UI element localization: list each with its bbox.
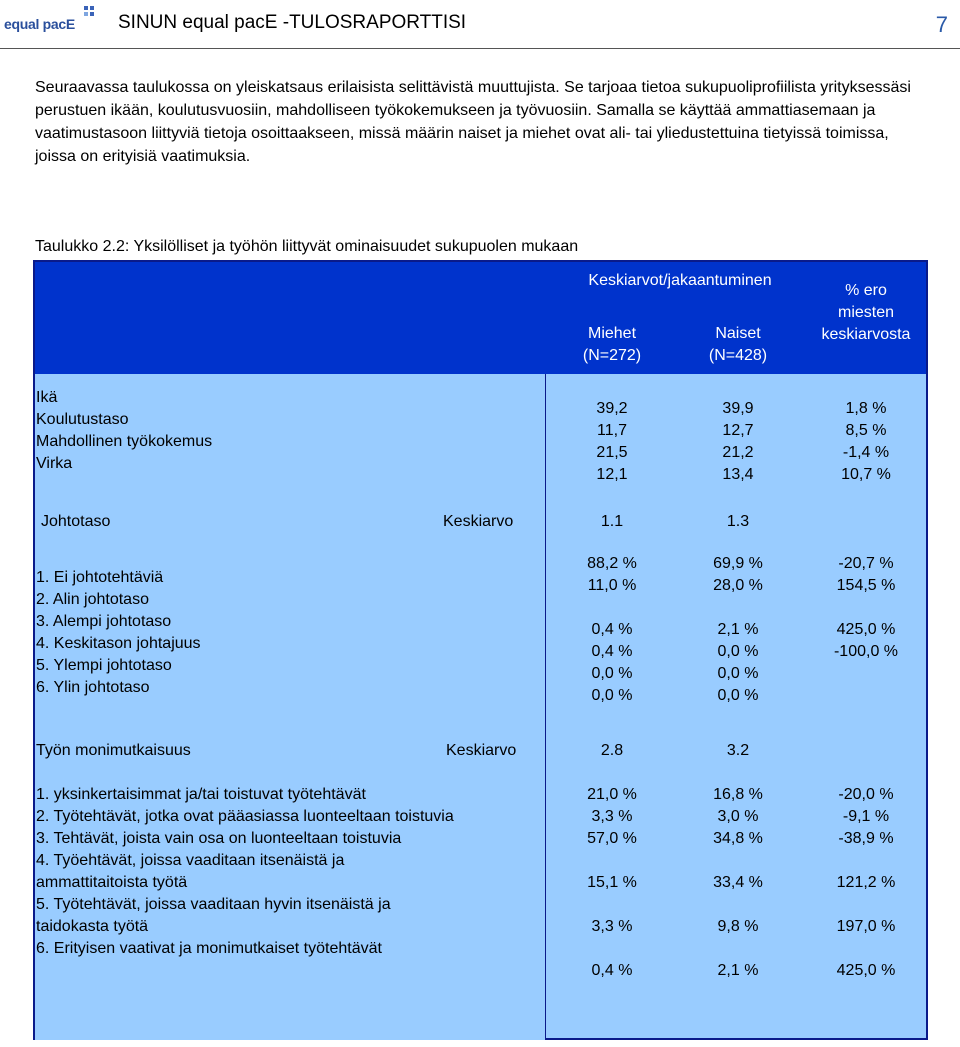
value-cell: -9,1 % — [842, 808, 890, 825]
value-cell — [557, 597, 667, 619]
value-cell: 12,7 — [722, 422, 754, 439]
complexity-diff-values — [811, 784, 921, 982]
complexity-mean-men: 2.8 — [600, 742, 624, 759]
value-cell: 10,7 % — [841, 466, 891, 483]
value-cell: -1,4 % — [842, 444, 890, 461]
list-item: 6. Ylin johtotaso — [36, 679, 150, 696]
value-cell: -100,0 % — [833, 643, 899, 660]
header-divider — [0, 48, 960, 49]
value-cell: 9,8 % — [717, 918, 759, 935]
complexity-title: Työn monimutkaisuus — [36, 742, 191, 759]
value-cell: 21,5 — [596, 444, 628, 461]
value-cell: 33,4 % — [713, 874, 763, 891]
value-cell: 197,0 % — [836, 918, 896, 935]
management-mean-label: Keskiarvo — [443, 513, 514, 530]
value-cell — [557, 938, 667, 960]
value-cell: 425,0 % — [836, 621, 896, 638]
list-item: 1. Ei johtotehtäviä — [36, 569, 164, 586]
value-cell: 121,2 % — [836, 874, 896, 891]
list-item: 2. Alin johtotaso — [36, 591, 149, 608]
list-item: 5. Ylempi johtotaso — [36, 657, 172, 674]
value-cell: 39,9 — [722, 400, 754, 417]
value-cell: 39,2 — [596, 400, 628, 417]
header-diff-line1: % ero — [845, 282, 887, 299]
value-cell: 12,1 — [596, 466, 628, 483]
value-cell: 3,3 % — [591, 918, 633, 935]
management-labels — [36, 567, 201, 699]
header-men-count: (N=272) — [582, 347, 642, 364]
management-title: Johtotaso — [41, 513, 111, 530]
report-title: SINUN equal pacE -TULOSRAPORTTISI — [118, 12, 467, 33]
value-cell: 3,3 % — [591, 808, 633, 825]
complexity-women-values — [683, 784, 793, 982]
equal-pace-logo — [4, 5, 96, 39]
value-cell: 0,4 % — [591, 621, 633, 638]
value-cell: 11,0 % — [587, 577, 637, 594]
personal-diff-values — [811, 398, 921, 486]
header-group-label: Keskiarvot/jakaantuminen — [588, 272, 772, 289]
value-cell: 15,1 % — [587, 874, 637, 891]
label-tenure: Virka — [36, 455, 73, 472]
value-cell: 21,2 — [722, 444, 754, 461]
list-item: 1. yksinkertaisimmat ja/tai toistuvat työtehtävät — [36, 786, 366, 803]
complexity-mean-women: 3.2 — [726, 742, 750, 759]
value-cell: 1,8 % — [845, 400, 887, 417]
list-item: 2. Työtehtävät, jotka ovat pääasiassa luonteeltaan toistuvia — [36, 808, 454, 825]
complexity-labels — [36, 784, 454, 960]
page-number: 7 — [935, 12, 948, 37]
header-diff-line3: keskiarvosta — [821, 326, 911, 343]
value-cell: 0,0 % — [717, 643, 759, 660]
value-cell: 3,0 % — [717, 808, 759, 825]
table-caption: Taulukko 2.2: Yksilölliset ja työhön liittyvät ominaisuudet sukupuolen mukaan — [35, 238, 579, 255]
value-cell: 21,0 % — [587, 786, 637, 803]
value-cell — [811, 850, 921, 872]
management-men-values — [557, 553, 667, 707]
complexity-mean-label: Keskiarvo — [446, 742, 517, 759]
personal-women-values — [683, 398, 793, 486]
intro-paragraph: Seuraavassa taulukossa on yleiskatsaus erilaisista selittävistä muuttujista. Se tarjoaa tietoa sukupuoliprofiilista yrityksessäsi perustuen ikään, koulutusvuosiin, mahdolliseen työkokemukseen ja työvuosiin. Samalla se käyttää ammattiasemaan ja vaatimustasoon liittyviä tietoja osoittaakseen, missä määrin naiset ja miehet ovat ali- tai yliedustettuina tietyissä toimissa, joissa on erityisiä vaatimuksia. — [35, 79, 911, 165]
value-cell: 0,0 % — [591, 687, 633, 704]
header-women-label: Naiset — [715, 325, 761, 342]
header-diff-line2: miesten — [837, 304, 895, 321]
value-cell: 69,9 % — [713, 555, 763, 572]
value-cell: 0,4 % — [591, 962, 633, 979]
value-cell: 0,0 % — [591, 665, 633, 682]
value-cell: 2,1 % — [717, 621, 759, 638]
value-cell: -20,7 % — [838, 555, 894, 572]
value-cell — [683, 850, 793, 872]
management-women-values — [683, 553, 793, 707]
value-cell: 154,5 % — [836, 577, 896, 594]
complexity-men-values — [557, 784, 667, 982]
management-mean-men: 1.1 — [600, 513, 624, 530]
header-women-count: (N=428) — [708, 347, 768, 364]
list-item: ammattitaitoista työtä — [36, 874, 188, 891]
value-cell — [811, 938, 921, 960]
list-item: taidokasta työtä — [36, 918, 149, 935]
value-cell: 0,4 % — [591, 643, 633, 660]
value-cell: 13,4 — [722, 466, 754, 483]
value-cell: 34,8 % — [713, 830, 763, 847]
value-cell: -38,9 % — [838, 830, 894, 847]
value-cell — [683, 894, 793, 916]
value-cell — [557, 894, 667, 916]
value-cell — [683, 597, 793, 619]
value-cell: 88,2 % — [587, 555, 637, 572]
list-item: 6. Erityisen vaativat ja monimutkaiset työtehtävät — [36, 940, 382, 957]
value-cell — [811, 597, 921, 619]
personal-labels — [36, 387, 212, 475]
value-cell: 8,5 % — [845, 422, 887, 439]
logo-dots-icon — [84, 6, 96, 18]
value-cell: 57,0 % — [587, 830, 637, 847]
value-cell — [811, 894, 921, 916]
value-cell: 425,0 % — [836, 962, 896, 979]
management-mean-women: 1.3 — [726, 513, 750, 530]
table-header — [35, 262, 926, 374]
value-cell: 0,0 % — [717, 665, 759, 682]
list-item: 3. Alempi johtotaso — [36, 613, 172, 630]
header-diff — [803, 280, 929, 346]
value-cell: 28,0 % — [713, 577, 763, 594]
value-cell: 0,0 % — [717, 687, 759, 704]
management-diff-values — [811, 553, 921, 663]
value-cell — [557, 850, 667, 872]
value-cell: 16,8 % — [713, 786, 763, 803]
list-item: 5. Työtehtävät, joissa vaaditaan hyvin itsenäistä ja — [36, 896, 391, 913]
logo-text: equal pacE — [4, 16, 75, 32]
value-cell — [683, 938, 793, 960]
list-item: 4. Työehtävät, joissa vaaditaan itsenäistä ja — [36, 852, 345, 869]
label-age: Ikä — [36, 389, 58, 406]
list-item: 4. Keskitason johtajuus — [36, 635, 201, 652]
list-item: 3. Tehtävät, joista vain osa on luonteeltaan toistuvia — [36, 830, 402, 847]
header-women — [683, 323, 793, 367]
label-education: Koulutustaso — [36, 411, 129, 428]
label-work-experience: Mahdollinen työkokemus — [36, 433, 213, 450]
value-cell: 11,7 — [597, 422, 627, 439]
value-cell: 2,1 % — [717, 962, 759, 979]
characteristics-table — [33, 260, 928, 1040]
value-cell: -20,0 % — [838, 786, 894, 803]
personal-men-values — [557, 398, 667, 486]
header-men — [557, 323, 667, 367]
header-men-label: Miehet — [587, 325, 637, 342]
